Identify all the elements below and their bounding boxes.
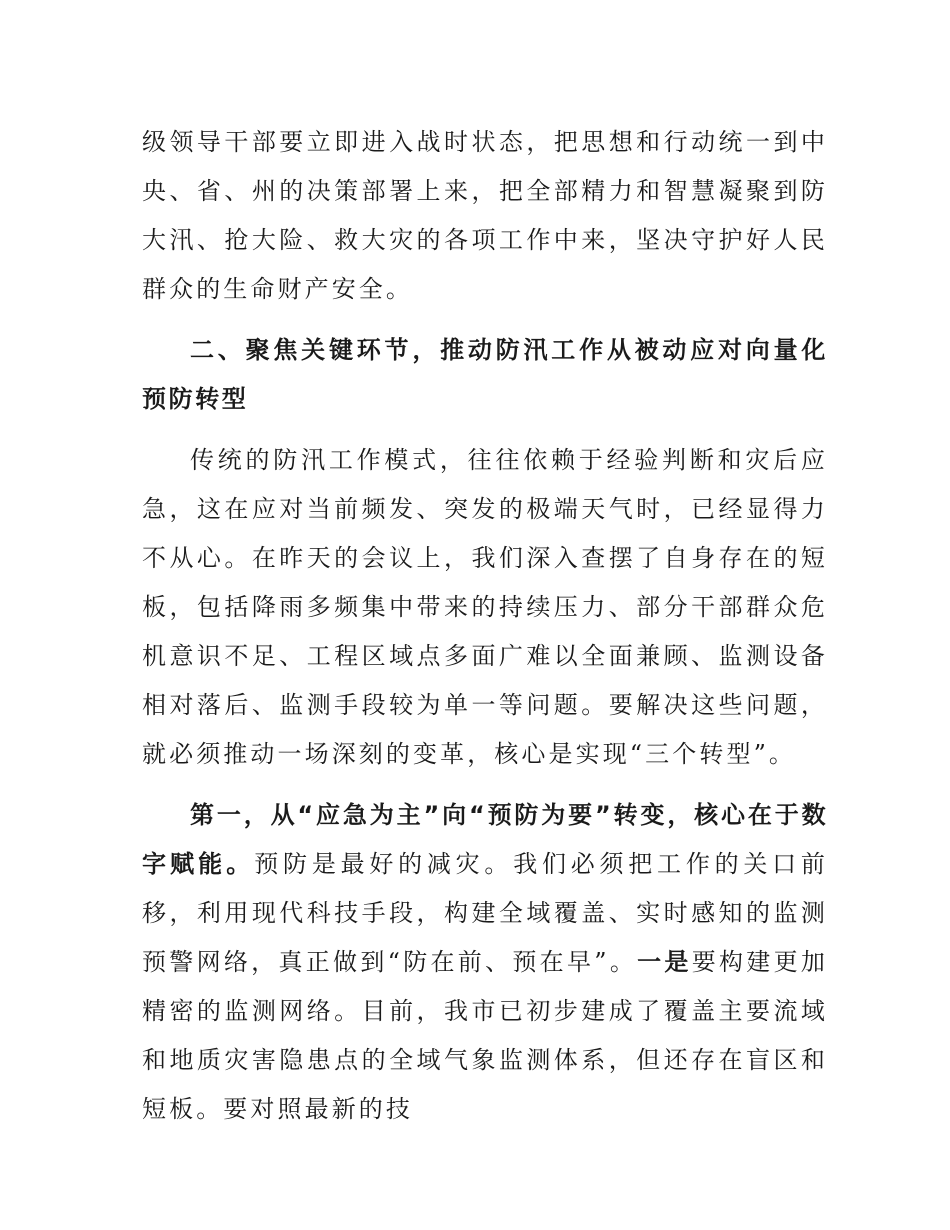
- document-page: [142, 118, 828, 1134]
- list-marker-first: 一是: [637, 948, 692, 976]
- paragraph-body: 预防是最好的减灾。我们必须把工作的关口前移，利用现代科技手段，构建全域覆盖、实时感知的监测预警网络，真正做到“防在前、预在早”。: [142, 850, 828, 976]
- section-heading: 二、聚焦关键环节，推动防汛工作从被动应对向量化预防转型: [142, 336, 828, 413]
- paragraph-traditional-mode: 传统的防汛工作模式，往往依赖于经验判断和灾后应急，这在应对当前频发、突发的极端天气时，已经显得力不从心。在昨天的会议上，我们深入查摆了自身存在的短板，包括降雨多频集中带来的持续压力、部分干部群众危机意识不足、工程区域点多面广难以全面兼顾、监测设备相对落后、监测手段较为单一等问题。要解决这些问题，就必须推动一场深刻的变革，核心是实现“三个转型”。: [142, 446, 828, 768]
- paragraph-body-continued: 要构建更加精密的监测网络。目前，我市已初步建成了覆盖主要流域和地质灾害隐患点的全域气象监测体系，但还存在盲区和短板。要对照最新的技: [142, 948, 828, 1123]
- paragraph-first-transformation: [142, 791, 828, 1134]
- paragraph-lead-bold: 第一，从“应急为主”向“预防为要”转变，核心在于数字赋能。: [142, 801, 828, 878]
- paragraph-continuation: 级领导干部要立即进入战时状态，把思想和行动统一到中央、省、州的决策部署上来，把全部精力和智慧凝聚到防大汛、抢大险、救大灾的各项工作中来，坚决守护好人民群众的生命财产安全。: [142, 128, 828, 303]
